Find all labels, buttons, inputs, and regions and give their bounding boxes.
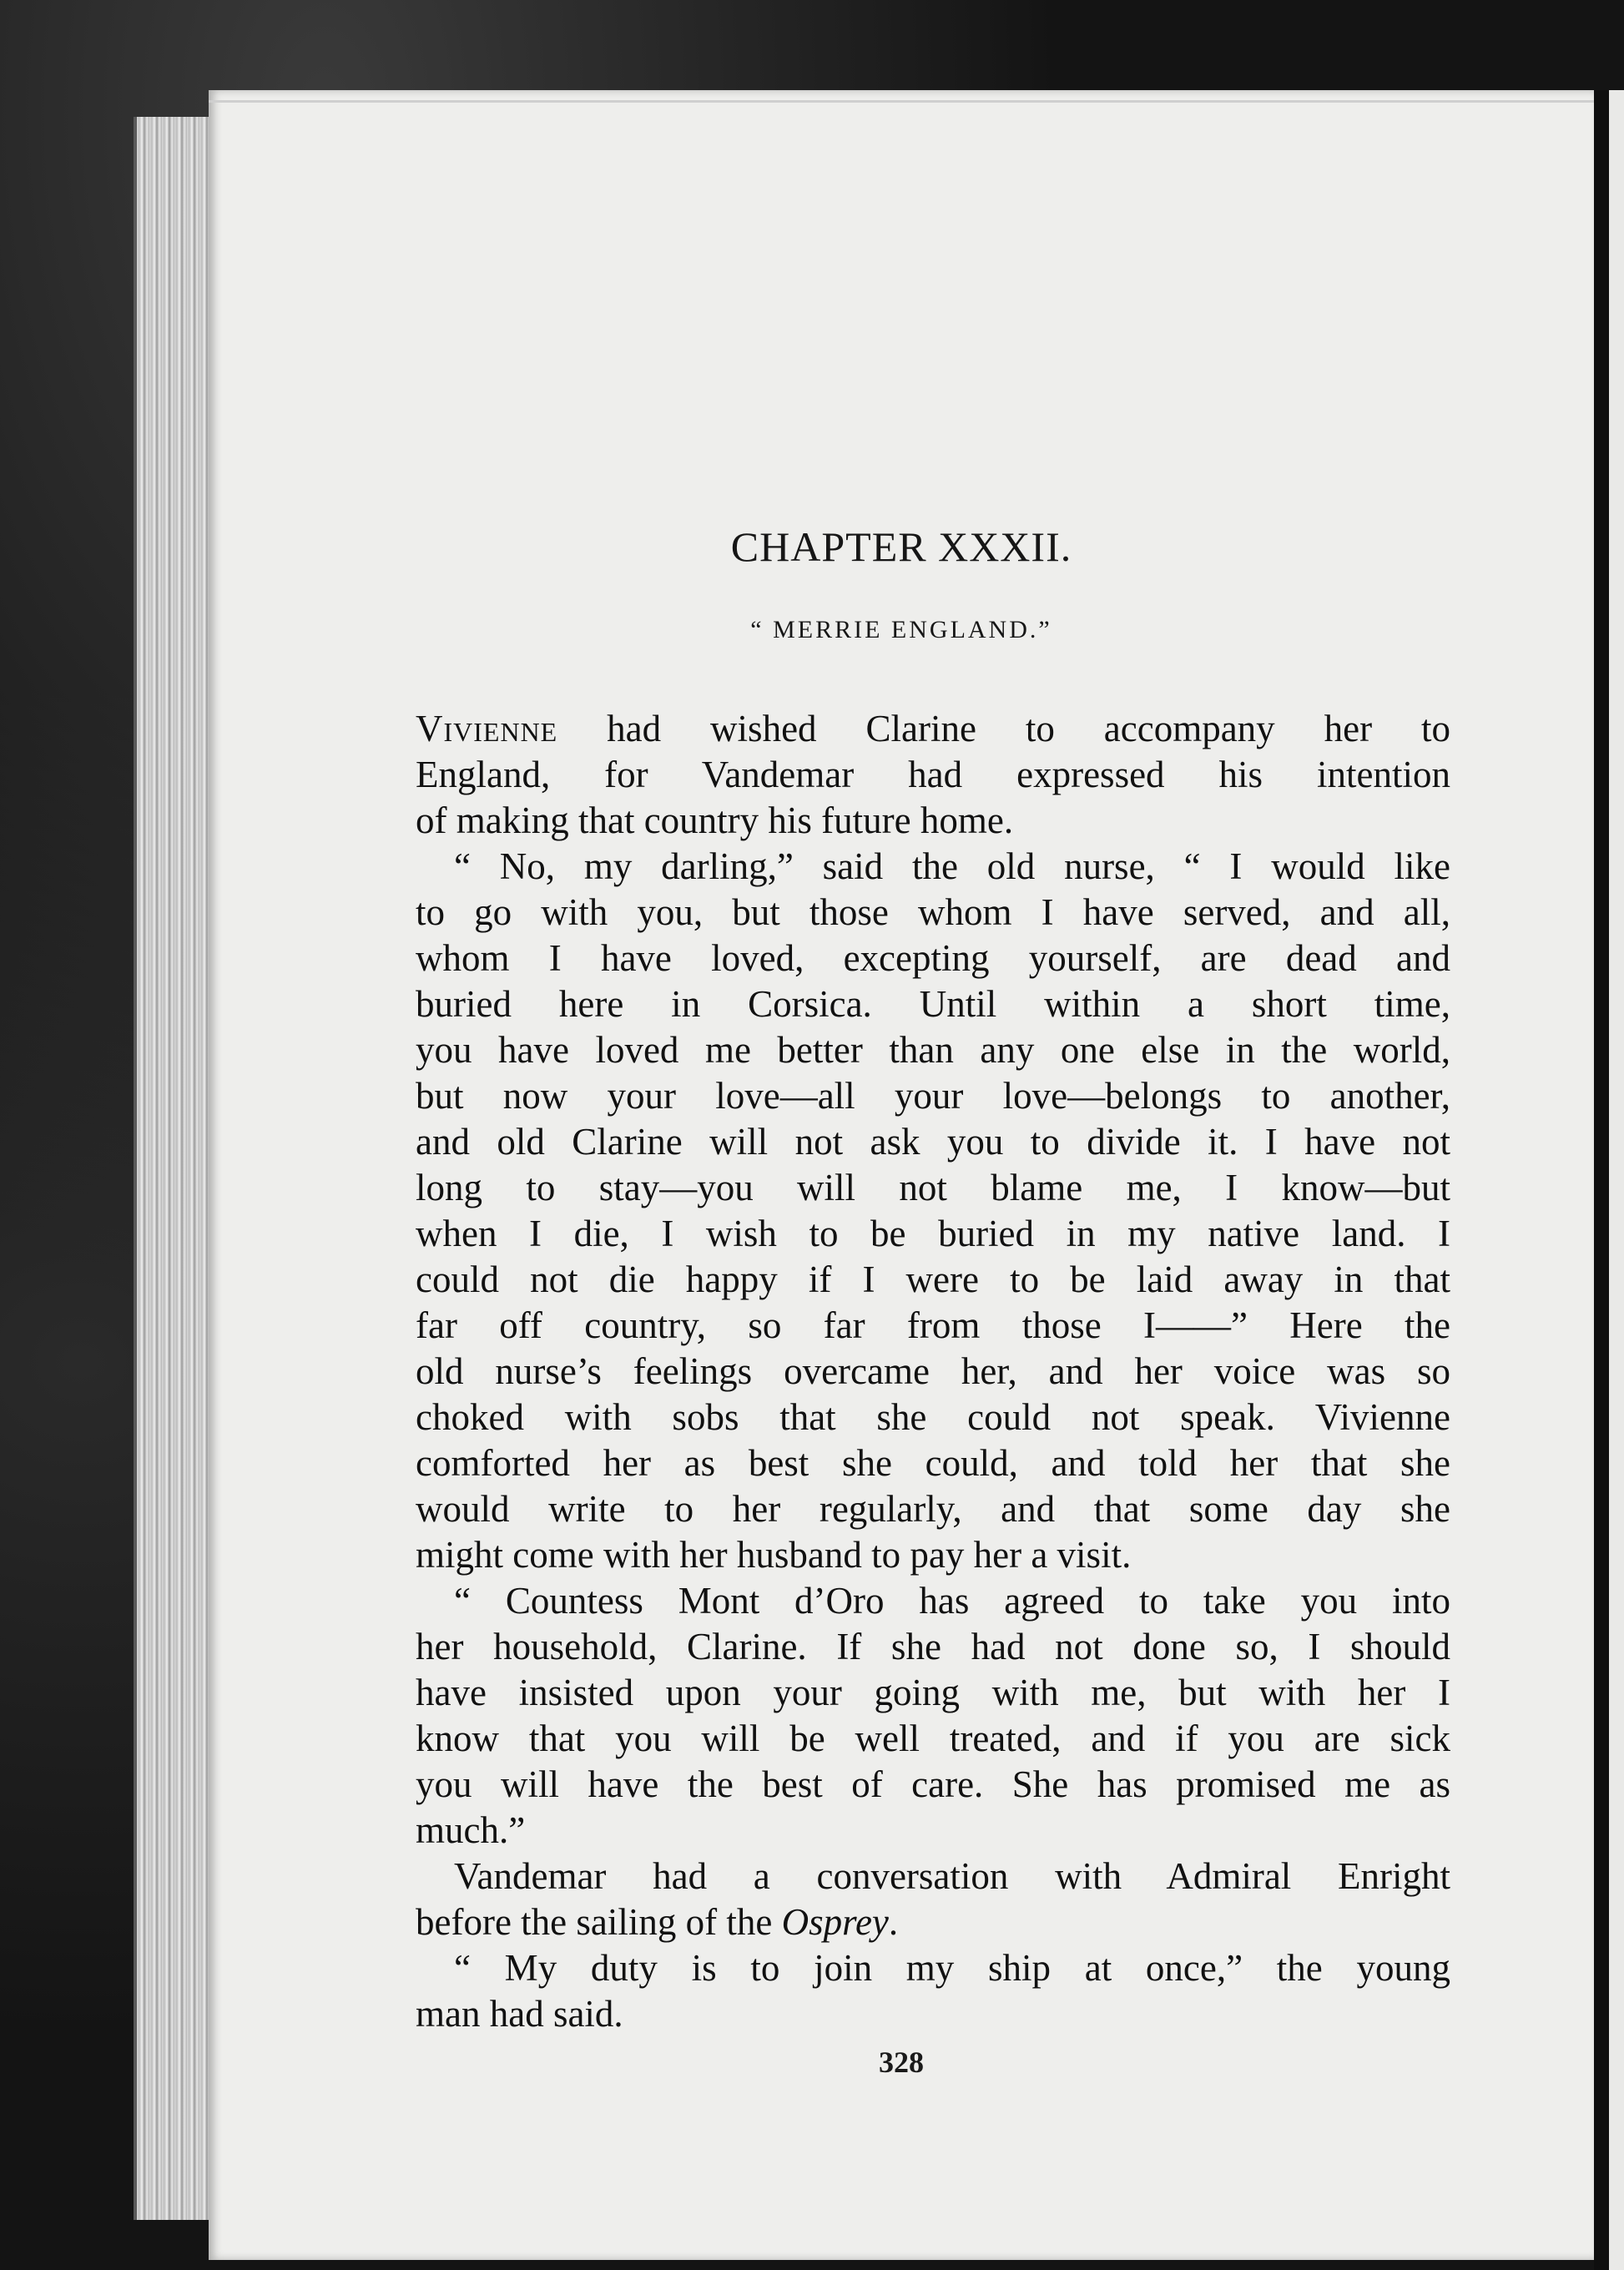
page-number: 328 bbox=[879, 2046, 924, 2079]
text-line: would write to her regularly, and that some day she bbox=[416, 1488, 1450, 1530]
text-line: buried here in Corsica. Until within a short time, bbox=[416, 983, 1450, 1025]
text-line: man had said. bbox=[416, 1993, 623, 2035]
text-line: know that you will be well treated, and if you are sick bbox=[416, 1718, 1450, 1759]
text-line: comforted her as best she could, and told her that she bbox=[416, 1442, 1450, 1484]
page-edges bbox=[134, 117, 220, 2220]
text-line: and old Clarine will not ask you to divide it. I have not bbox=[416, 1121, 1450, 1163]
text-line: when I die, I wish to be buried in my native land. I bbox=[416, 1213, 1450, 1254]
text-line: to go with you, but those whom I have served, and all, bbox=[416, 891, 1450, 933]
text-line: whom I have loved, excepting yourself, are dead and bbox=[416, 937, 1450, 979]
body-text bbox=[416, 706, 1450, 2037]
text-line: much.” bbox=[416, 1809, 526, 1851]
text-line: Vandemar had a conversation with Admiral Enright bbox=[454, 1855, 1450, 1897]
text-line: far off country, so far from those I——” Here the bbox=[416, 1304, 1450, 1346]
text-line: England, for Vandemar had expressed his intention bbox=[416, 754, 1450, 795]
text-line: could not die happy if I were to be laid away in that bbox=[416, 1259, 1450, 1300]
text-line: “ Countess Mont d’Oro has agreed to take you into bbox=[454, 1580, 1450, 1622]
text-line: Vivienne had wished Clarine to accompany her to bbox=[416, 708, 1450, 749]
page-top-rule bbox=[209, 100, 1594, 103]
text-line: choked with sobs that she could not speak. Vivienne bbox=[416, 1396, 1450, 1438]
text-line: have insisted upon your going with me, but with her I bbox=[416, 1672, 1450, 1713]
text-line: her household, Clarine. If she had not done so, I should bbox=[416, 1626, 1450, 1667]
text-line: “ My duty is to join my ship at once,” the young bbox=[454, 1947, 1450, 1989]
text-line: might come with her husband to pay her a visit. bbox=[416, 1534, 1132, 1576]
text-line: “ No, my darling,” said the old nurse, “ I would like bbox=[454, 845, 1450, 887]
text-line: you have loved me better than any one else in the world, bbox=[416, 1029, 1450, 1071]
text-line: long to stay—you will not blame me, I know—but bbox=[416, 1167, 1450, 1208]
text-line: before the sailing of the Osprey. bbox=[416, 1901, 899, 1943]
lead-word: Vivienne bbox=[416, 708, 558, 749]
text-line: but now your love—all your love—belongs to another, bbox=[416, 1075, 1450, 1117]
chapter-heading: CHAPTER XXXII. bbox=[730, 523, 1072, 570]
text-line: you will have the best of care. She has promised me as bbox=[416, 1763, 1450, 1805]
chapter-subtitle: “ MERRIE ENGLAND.” bbox=[750, 616, 1052, 643]
text-line: old nurse’s feelings overcame her, and her voice was so bbox=[416, 1350, 1450, 1392]
right-page-sliver bbox=[1609, 90, 1624, 2270]
ship-name: Osprey bbox=[781, 1901, 889, 1943]
text-line: of making that country his future home. bbox=[416, 800, 1014, 841]
